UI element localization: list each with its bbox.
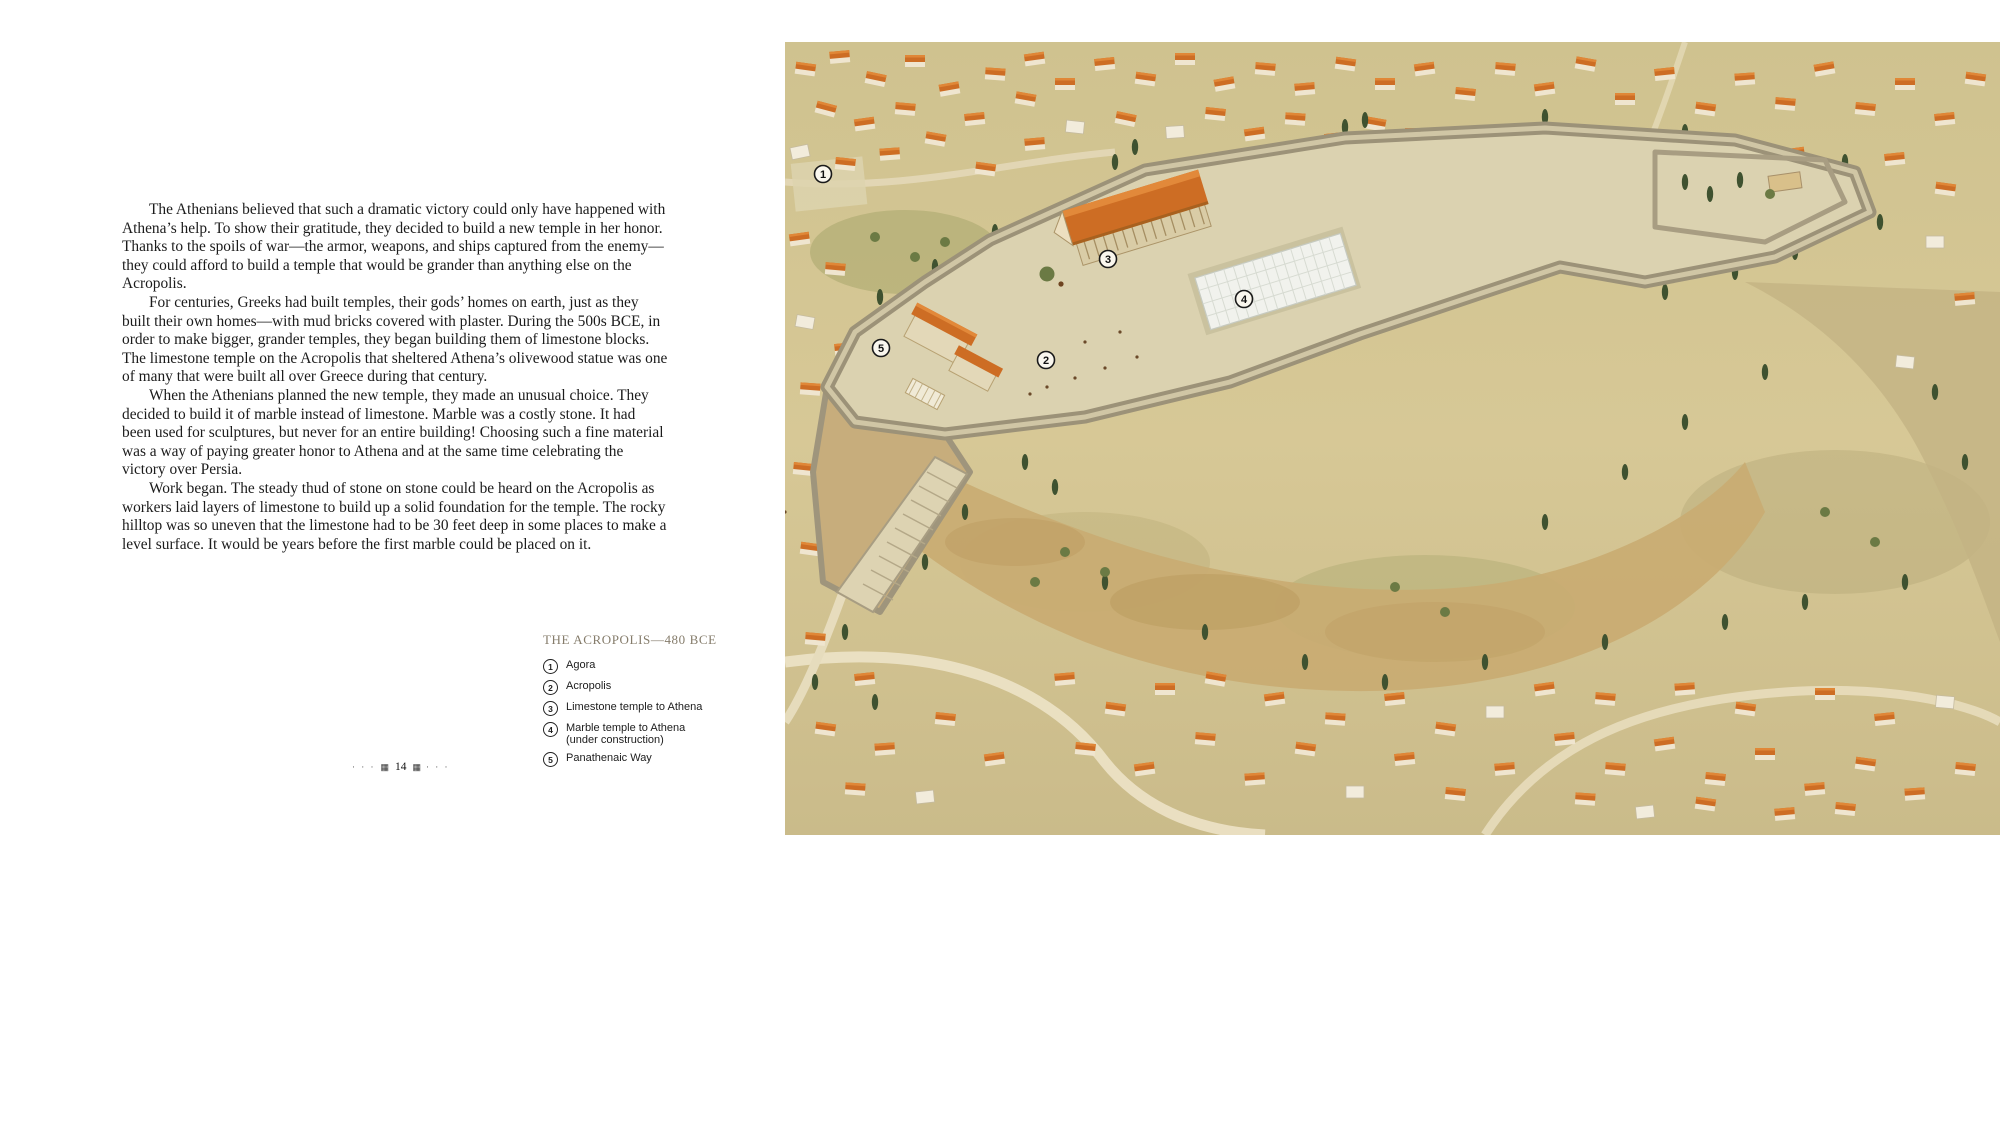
marker-5 [873,340,890,357]
legend-item [543,658,793,674]
legend-label-sub: (under construction) [566,734,664,746]
body-paragraph: For centuries, Greeks had built temples, their gods’ homes on earth, just as they built their own homes—with mud bricks covered with plaster. During the 500s BCE, in order to make bigger, grander temples, they began building them of limestone blocks. The limestone temple on the Acropolis that sheltered Athena’s olivewood statue was one of many that were built all over Greece during that century. [122,293,668,386]
legend-item [543,679,793,695]
legend-number: 4 [543,722,558,737]
marker-2 [1038,352,1055,369]
footer-ornament-left: ▦ [380,761,390,772]
legend-label: Panathenaic Way [566,752,652,764]
legend-title: THE ACROPOLIS—480 BCE [543,632,717,647]
svg-text:5: 5 [877,343,885,355]
legend-item [543,700,793,716]
legend-item [543,751,793,767]
svg-text:1: 1 [819,169,827,181]
marker-4 [1236,291,1253,308]
page-number: 14 [395,761,407,773]
legend-number: 1 [543,659,558,674]
map-legend [543,632,793,772]
agora-square [791,156,868,211]
body-text [122,201,668,554]
legend-number: 3 [543,701,558,716]
marker-1 [815,166,832,183]
acropolis-illustration [785,42,2000,835]
page-footer [352,761,450,773]
legend-number: 5 [543,752,558,767]
body-paragraph: When the Athenians planned the new temple, they made an unusual choice. They decided to build it of marble instead of limestone. Marble was a costly stone. It had been used for sculptures, but never for an entire building! Choosing such a fine material was a way of paying greater honor to Athena and at the same time celebrating the victory over Persia. [122,386,664,479]
legend-number: 2 [543,680,558,695]
legend-label: Acropolis [566,680,612,692]
svg-text:2: 2 [1042,355,1050,367]
body-paragraph: Work began. The steady thud of stone on stone could be heard on the Acropolis as workers laid layers of limestone to build up a solid foundation for the temple. The rocky hilltop was so uneven that the limestone had to be 30 feet deep in some places to make a level surface. It would be years before the first marble could be placed on it. [122,479,667,553]
body-paragraph: The Athenians believed that such a dramatic victory could only have happened with Athena’s help. To show their gratitude, they decided to build a new temple in her honor. Thanks to the spoils of war—the armor, weapons, and ships captured from the enemy—they could afford to build a temple that would be grander than anything else on the Acropolis. [122,201,666,293]
footer-dots-right: · · · [426,762,450,772]
footer-dots-left: · · · [352,762,376,772]
legend-item [543,721,793,746]
legend-label: Agora [566,659,596,671]
legend-label-main: Marble temple to Athena [566,722,686,734]
svg-text:4: 4 [1240,294,1248,306]
legend-label: Limestone temple to Athena [566,701,703,713]
footer-ornament-right: ▦ [412,761,422,772]
svg-text:3: 3 [1104,254,1112,266]
legend-label [566,721,685,746]
marker-3 [1100,251,1117,268]
